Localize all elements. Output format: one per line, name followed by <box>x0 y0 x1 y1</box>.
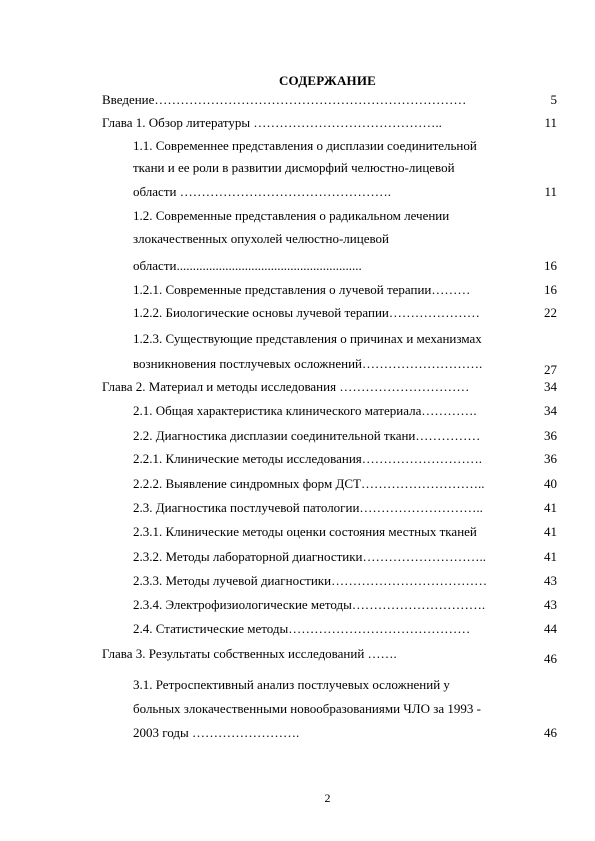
toc-entry <box>0 136 595 156</box>
toc-entry-text: 1.2.2. Биологические основы лучевой терапии………………… <box>133 305 480 320</box>
toc-entry-text: 2.3.1. Клинические методы оценки состояния местных тканей <box>133 524 477 539</box>
toc-entry-text: 2.3.4. Электрофизиологические методы…………………………. <box>133 597 486 612</box>
toc-entry-page: 46 <box>544 651 557 666</box>
toc-entry <box>0 256 595 276</box>
toc-entry-text: 3.1. Ретроспективный анализ постлучевых осложнений у <box>133 677 450 692</box>
toc-entry-text: Глава 1. Обзор литературы …………………………………….. <box>102 115 442 130</box>
toc-entry <box>0 699 595 719</box>
toc-entry-page: 41 <box>544 549 557 564</box>
toc-entry <box>0 449 595 469</box>
toc-entry <box>0 644 595 664</box>
toc-entry-page: 11 <box>544 184 557 199</box>
toc-entry-text: 2.2.1. Клинические методы исследования………………………. <box>133 451 483 466</box>
toc-entry-text: 2.4. Статистические методы…………………………………… <box>133 621 471 636</box>
toc-entry <box>0 474 595 494</box>
toc-entry <box>0 595 595 615</box>
toc-entry-text: злокачественных опухолей челюстно-лицевой <box>133 231 389 246</box>
toc-entry-text: 2.2.2. Выявление синдромных форм ДСТ……………………….. <box>133 476 485 491</box>
toc-entry-page: 34 <box>544 379 557 394</box>
toc-entry <box>0 426 595 446</box>
toc-entry-page: 16 <box>544 282 557 297</box>
toc-entry-page: 43 <box>544 597 557 612</box>
toc-entry-page: 27 <box>544 362 557 377</box>
toc-entry <box>0 182 595 202</box>
toc-entry-text: 1.2.3. Существующие представления о причинах и механизмах <box>133 331 482 346</box>
toc-entry-page: 16 <box>544 258 557 273</box>
toc-entry-text: области …………………………………………. <box>133 184 391 199</box>
toc-entry-text: 2.3.2. Методы лабораторной диагностики……………………….. <box>133 549 487 564</box>
toc-entry <box>0 619 595 639</box>
toc-entry-text: Введение……………………………………………………………… <box>102 92 467 107</box>
toc-entry <box>0 206 595 226</box>
toc-entry-text: Глава 2. Материал и методы исследования ………………………… <box>102 379 470 394</box>
toc-entry-text: 2.3.3. Методы лучевой диагностики……………………………… <box>133 573 488 588</box>
toc-entry-text: 2.2. Диагностика дисплазии соединительной ткани…………… <box>133 428 481 443</box>
toc-entry-text: 1.1. Современнее представления о дисплазии соединительной <box>133 138 477 153</box>
toc-entry-text: возникновения постлучевых осложнений………………………. <box>133 356 483 371</box>
page-number: 2 <box>324 791 331 805</box>
toc-entry <box>0 90 595 110</box>
toc-entry-page: 41 <box>544 524 557 539</box>
toc-entry-page: 46 <box>544 725 557 740</box>
toc-entry <box>0 401 595 421</box>
toc-entry-page: 40 <box>544 476 557 491</box>
toc-entry <box>0 158 595 178</box>
toc-entry-page: 43 <box>544 573 557 588</box>
toc-entry <box>0 280 595 300</box>
toc-entry <box>0 329 595 349</box>
toc-entry <box>0 675 595 695</box>
toc-entry <box>0 229 595 249</box>
toc-entry-text: ткани и ее роли в развитии дисморфий челюстно-лицевой <box>133 160 455 175</box>
toc-entry <box>0 571 595 591</box>
toc-entry <box>0 354 595 377</box>
toc-entry-text: 2003 годы ……………………. <box>133 725 300 740</box>
toc-entry-page: 11 <box>544 115 557 130</box>
page-title: СОДЕРЖАНИЕ <box>278 73 377 88</box>
toc-entry-page: 41 <box>544 500 557 515</box>
toc-entry-page: 36 <box>544 451 557 466</box>
toc-entry <box>0 498 595 518</box>
toc-entry-text: области......................................................... <box>133 258 362 273</box>
toc-entry-text: больных злокачественными новообразованиями ЧЛО за 1993 - <box>133 701 481 716</box>
toc-entry-text: 1.2.1. Современные представления о лучевой терапии……… <box>133 282 471 297</box>
toc-entry-text: 2.1. Общая характеристика клинического материала…………. <box>133 403 477 418</box>
toc-entry <box>0 723 595 743</box>
toc-entry-text: 1.2. Современные представления о радикальном лечении <box>133 208 450 223</box>
toc-entry <box>0 377 595 397</box>
toc-entry <box>0 522 595 542</box>
toc-entry <box>0 113 595 133</box>
toc-entry-page: 34 <box>544 403 557 418</box>
toc-entry-page: 44 <box>544 621 557 636</box>
toc-entry <box>0 303 595 323</box>
toc-entry-page: 22 <box>544 305 557 320</box>
toc-entry-page: 36 <box>544 428 557 443</box>
toc-entry-text: Глава 3. Результаты собственных исследований ……. <box>102 646 397 661</box>
toc-entry-page: 5 <box>550 92 557 107</box>
toc-entry-text: 2.3. Диагностика постлучевой патологии……………………….. <box>133 500 483 515</box>
toc-entry <box>0 547 595 567</box>
